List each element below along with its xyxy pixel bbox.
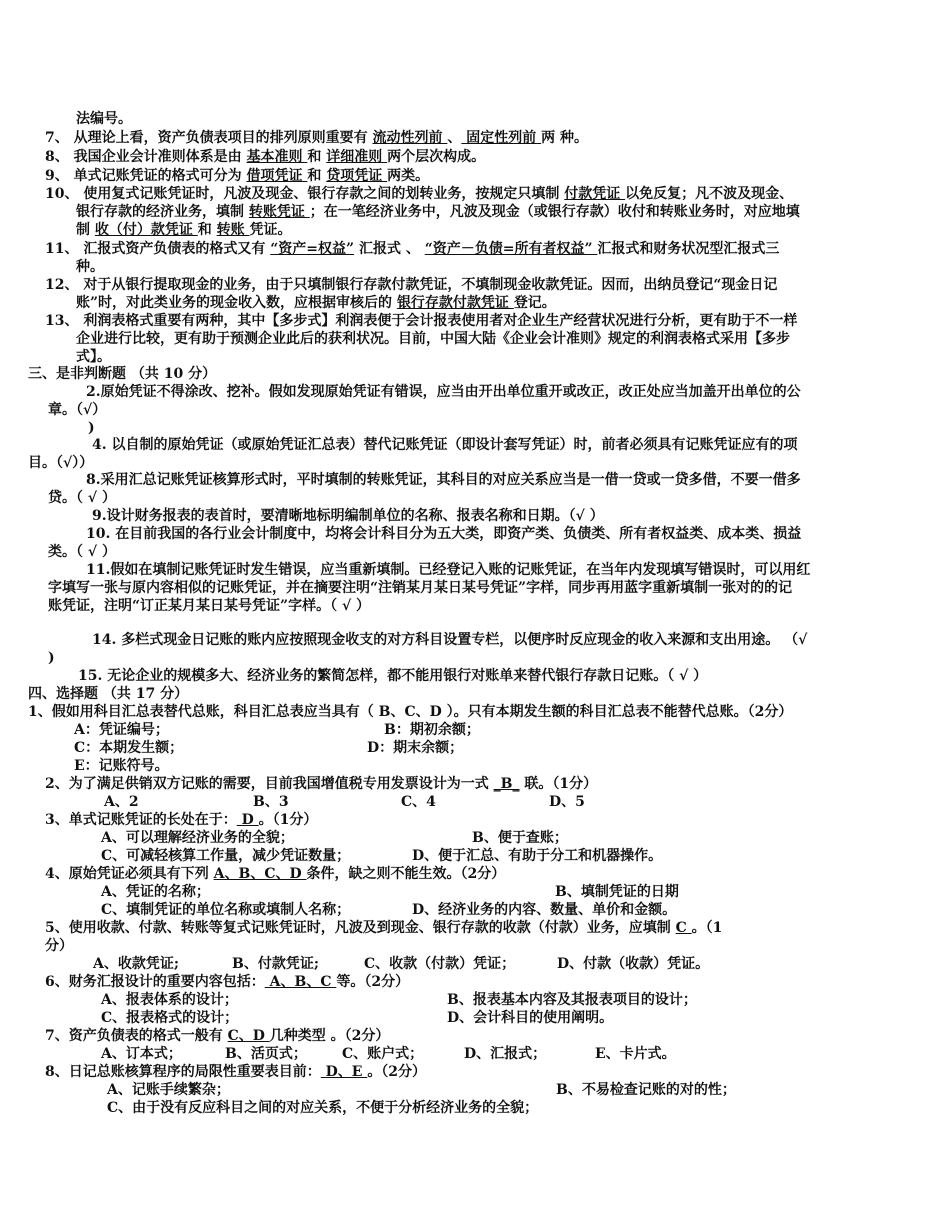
choice-q5-option-c: C、收款（付款）凭证；: [364, 956, 516, 972]
choice-q2: 2、为了满足供销双方记账的需要，目前我国增值税专用发票设计为一式 _B_ 联。（1分）: [45, 776, 598, 792]
judge-q15: 15. 无论企业的规模多大、经济业务的繁简怎样，都不能用银行对账单来替代银行存款日记账。（ √ ）: [78, 668, 708, 684]
judge-q11-line3: 账凭证，注明“订正某月某日某号凭证”字样。（ √ ）: [48, 598, 371, 614]
choice-q6: 6、财务汇报设计的重要内容包括： A、B、C 等。（2分）: [45, 974, 410, 990]
judge-q11-line2: 字填写一张与原内容相似的记账凭证，并在摘要注明“注销某月某日某号凭证”字样，同步再用蓝字重新填制一张对的的记: [48, 580, 793, 596]
fill-blank-q12-line1: 12、 对于从银行提取现金的业务，由于只填制银行存款付款凭证，不填制现金收款凭证。因而，出纳员登记“现金日记: [45, 277, 778, 293]
choice-q7-option-e: E、卡片式。: [595, 1046, 676, 1062]
answer-blank: D: [236, 812, 259, 828]
choice-q5-option-d: D、付款（收款）凭证。: [557, 956, 710, 972]
judge-q2-line2: 章。（√）: [48, 402, 107, 418]
judge-q4-line1: 4. 以自制的原始凭证（或原始凭证汇总表）替代记账凭证（即设计套写凭证）时，前者必须具有记账凭证应有的项: [92, 437, 798, 453]
choice-q5-line1: 5、使用收款、付款、转账等复式记账凭证时，凡波及到现金、银行存款的收款（付款）业务，应填制 C 。（1: [45, 920, 723, 936]
fill-blank-q10-line3: 制 收（付）款凭证 和 转账 凭证。: [76, 222, 292, 238]
choice-q7-option-c: C、账户式；: [342, 1046, 424, 1062]
answer-blank: 固定性列前: [461, 130, 542, 146]
answer-blank: 转账: [216, 222, 250, 238]
choice-q1-option-d: D：期末余额；: [367, 740, 464, 756]
choice-q1: 1、假如用科目汇总表替代总账，科目汇总表应当具有（ B、C、D ）。只有本期发生额的科目汇总表不能替代总账。（2分）: [28, 704, 793, 720]
fill-blank-q13-line3: 式】。: [76, 349, 111, 365]
judge-q11-line1: 11.假如在填制记账凭证时发生错误，应当重新填制。已经登记入账的记账凭证，在当年内发现填写错误时，可以用红: [86, 562, 811, 578]
choice-q8-option-c: C、由于没有反应科目之间的对应关系，不便于分析经济业务的全貌；: [107, 1100, 539, 1116]
answer-blank: A、B、C: [264, 974, 337, 990]
judge-q9: 9.设计财务报表的表首时，要清晰地标明编制单位的名称、报表名称和日期。（√ ）: [92, 508, 604, 524]
choice-q7-option-d: D、汇报式；: [464, 1046, 547, 1062]
judge-q8-line1: 8.采用汇总记账凭证核算形式时，平时填制的转账凭证，其科目的对应关系应当是一借一贷或一贷多借，不要一借多: [86, 472, 801, 488]
answer-blank: 付款凭证: [564, 186, 626, 202]
choice-q6-option-c: C、报表格式的设计；: [101, 1010, 239, 1026]
choice-q1-option-a: A：凭证编号；: [74, 722, 169, 738]
choice-q4-option-d: D、经济业务的内容、数量、单价和金额。: [412, 902, 677, 918]
fill-blank-q10-line1: 10、 使用复式记账凭证时，凡波及现金、银行存款之间的划转业务，按规定只填制 付款凭证 以免反复；凡不波及现金、: [45, 186, 794, 202]
choice-q4: 4、原始凭证必须具有下列 A、B、C、D 条件，缺之则不能生效。（2分）: [45, 866, 506, 882]
choice-q3-option-b: B、便于查账；: [472, 830, 568, 846]
answer-blank: _B_: [493, 776, 520, 792]
choice-q6-option-a: A、报表体系的设计；: [101, 992, 238, 1008]
answer-blank: 基本准则: [246, 149, 308, 165]
answer-blank: 收（付）款凭证: [94, 222, 198, 238]
fill-blank-q12-line2: 账”时，对此类业务的现金收入数，应根据审核后的 银行存款付款凭证 登记。: [76, 295, 556, 311]
choice-q7-option-b: B、活页式；: [225, 1046, 307, 1062]
judge-q4-line2: 目。（√））: [28, 455, 94, 471]
choice-q5-line2: 分）: [45, 938, 73, 954]
answer-blank: A、B、C、D: [213, 866, 307, 882]
choice-q4-option-c: C、填制凭证的单位名称或填制人名称；: [101, 902, 351, 918]
choice-q3: 3、单式记账凭证的长处在于： D 。（1分）: [45, 812, 318, 828]
fill-blank-q8: 8、 我国企业会计准则体系是由 基本准则 和 详细准则 两个层次构成。: [45, 149, 486, 165]
answer-blank: D、E: [320, 1064, 368, 1080]
choice-q1-option-b: B：期初余额；: [384, 722, 480, 738]
fill-blank-q10-line2: 银行存款的经济业务，填制 转账凭证 ；在一笔经济业务中，凡波及现金（或银行存款）收付和转账业务时，对应地填: [76, 204, 800, 220]
judge-q8-line2: 贷。（ √ ）: [48, 490, 116, 506]
judge-q2-line3: ): [88, 420, 95, 436]
fill-blank-q11-line1: 11、 汇报式资产负债表的格式又有 “资产=权益” 汇报式 、 “资产－负债=所有者权益” 汇报式和财务状况型汇报式三: [45, 241, 780, 257]
fill-blank-q9: 9、 单式记账凭证的格式可分为 借项凭证 和 贷项凭证 两类。: [45, 168, 430, 184]
choice-q7-option-a: A、订本式；: [101, 1046, 182, 1062]
choice-q2-option-c: C、4: [401, 794, 436, 810]
choice-q1-option-e: E：记账符号。: [74, 758, 169, 774]
answer-blank: 详细准则: [326, 149, 388, 165]
choice-q7: 7、资产负债表的格式一般有 C、D 几种类型 。（2分）: [45, 1028, 390, 1044]
judge-q14-line2: ): [48, 650, 55, 666]
judge-q2-line1: 2.原始凭证不得涂改、挖补。假如发现原始凭证有错误，应当由开出单位重开或改正，改正处应当加盖开出单位的公: [86, 384, 801, 400]
judge-q10-line2: 类。（ √ ）: [48, 544, 116, 560]
fill-blank-q7: 7、 从理论上看，资产负债表项目的排列原则重要有 流动性列前 、 固定性列前 两 种。: [45, 130, 588, 146]
answer-blank: “资产=权益”: [270, 241, 355, 257]
choice-q6-option-d: D、会计科目的使用阐明。: [447, 1010, 614, 1026]
choice-q4-option-a: A、凭证的名称；: [101, 884, 210, 900]
choice-q3-option-a: A、可以理解经济业务的全貌；: [101, 830, 294, 846]
answer-blank: 借项凭证: [246, 168, 308, 184]
choice-q2-option-b: B、3: [253, 794, 289, 810]
choice-q8-option-b: B、不易检查记账的对的性；: [556, 1082, 736, 1098]
fill-blank-q13-line1: 13、 利润表格式重要有两种，其中【多步式】利润表便于会计报表使用者对企业生产经营状况进行分析，更有助于不一样: [45, 313, 798, 329]
choice-q5-option-a: A、收款凭证;: [93, 956, 180, 972]
section-heading-judge: 三、是非判断题 （共 10 分）: [28, 366, 217, 382]
choice-q3-option-d: D、便于汇总、有助于分工和机器操作。: [412, 848, 663, 864]
choice-q2-option-d: D、5: [549, 794, 585, 810]
answer-blank: 贷项凭证: [326, 168, 388, 184]
choice-q4-option-b: B、填制凭证的日期: [555, 884, 679, 900]
answer-blank: C: [675, 920, 692, 936]
section-heading-choice: 四、选择题 （共 17 分）: [28, 686, 189, 702]
fill-blank-continued: 法编号。: [76, 111, 132, 127]
fill-blank-q13-line2: 企业进行比较，更有助于预测企业此后的获利状况。目前，中国大陆《企业会计准则》规定的利润表格式采用【多步: [76, 331, 790, 347]
fill-blank-q11-line2: 种。: [76, 259, 104, 275]
answer-blank: 转账凭证: [248, 204, 310, 220]
choice-q1-option-c: C：本期发生额；: [74, 740, 184, 756]
answer-blank: “资产－负债=所有者权益”: [424, 241, 598, 257]
judge-q10-line1: 10. 在目前我国的各行业会计制度中，均将会计科目分为五大类，即资产类、负债类、所有者权益类、成本类、损益: [86, 526, 802, 542]
choice-q3-option-c: C、可减轻核算工作量，减少凭证数量；: [101, 848, 351, 864]
choice-q8-option-a: A、记账手续繁杂；: [107, 1082, 230, 1098]
answer-blank: 流动性列前: [372, 130, 448, 146]
choice-q2-option-a: A、2: [104, 794, 139, 810]
answer-blank: C、D: [227, 1028, 270, 1044]
choice-q6-option-b: B、报表基本内容及其报表项目的设计；: [447, 992, 697, 1008]
answer-blank: 银行存款付款凭证: [396, 295, 514, 311]
choice-q8: 8、日记总账核算程序的局限性重要表目前： D、E 。（2分）: [45, 1064, 427, 1080]
judge-q14-line1: 14. 多栏式现金日记账的账内应按照现金收支的对方科目设置专栏，以便序时反应现金的收入来源和支出用途。 （√: [92, 632, 808, 648]
choice-q5-option-b: B、付款凭证;: [232, 956, 320, 972]
